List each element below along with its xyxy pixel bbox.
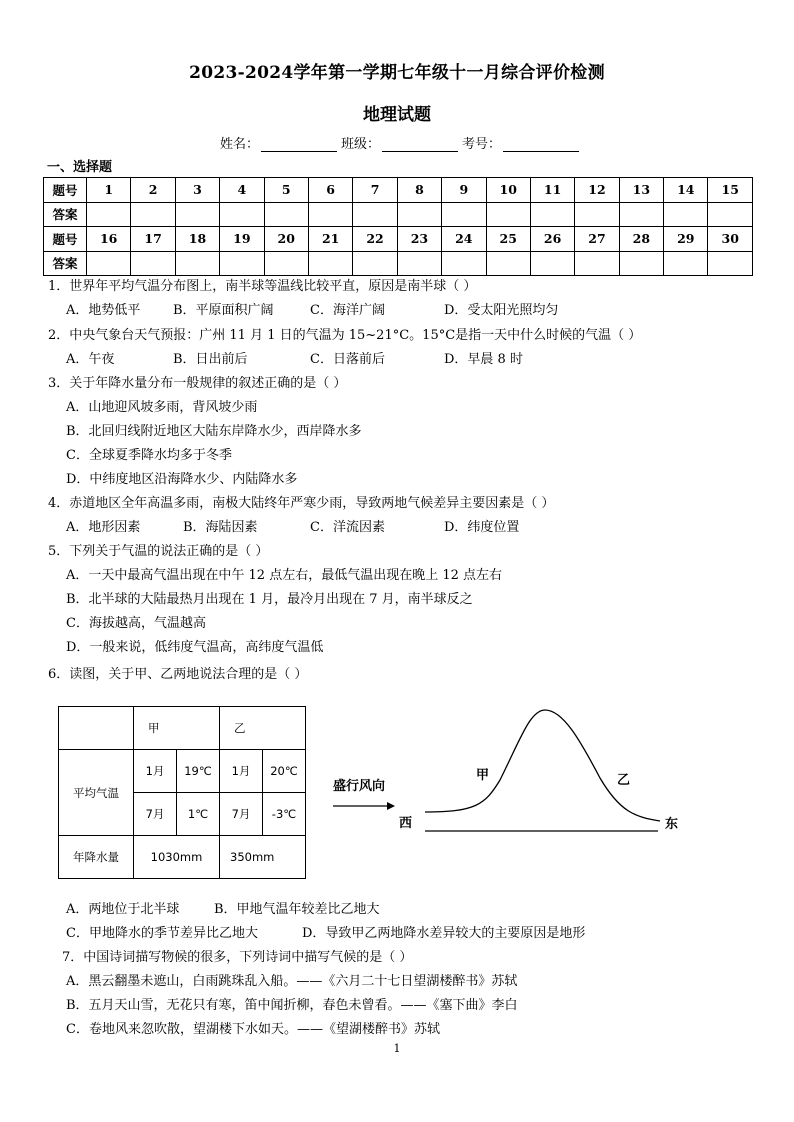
answer-cell[interactable] bbox=[664, 251, 708, 276]
question-number: 21 bbox=[308, 227, 352, 252]
answer-cell[interactable] bbox=[708, 202, 753, 227]
row-label: 题号 bbox=[44, 178, 87, 203]
answer-cell[interactable] bbox=[220, 251, 264, 276]
answer-cell[interactable] bbox=[397, 251, 441, 276]
answer-cell[interactable] bbox=[619, 251, 663, 276]
option[interactable]: A．一天中最高气温出现在中午 12 点左右，最低气温出现在晚上 12 点左右 bbox=[66, 568, 503, 583]
question-2-stem: 2．中央气象台天气预报：广州 11 月 1 日的气温为 15~21°C。15°C是指一天中什么时候的气温（ ） bbox=[48, 328, 642, 343]
option[interactable]: B．平原面积广阔 bbox=[173, 303, 274, 318]
answer-cell[interactable] bbox=[486, 251, 530, 276]
temp-label: 平均气温 bbox=[59, 750, 134, 836]
answer-cell[interactable] bbox=[353, 251, 397, 276]
question-1-options bbox=[66, 303, 558, 319]
question-number: 15 bbox=[708, 178, 753, 203]
option[interactable]: D．中纬度地区沿海降水少、内陆降水多 bbox=[66, 472, 298, 487]
answer-cell[interactable] bbox=[530, 202, 574, 227]
question-number: 13 bbox=[619, 178, 663, 203]
page-title: 2023-2024学年第一学期七年级十一月综合评价检测 bbox=[189, 63, 605, 83]
place-yi-label: 乙 bbox=[617, 773, 631, 788]
question-number: 19 bbox=[220, 227, 264, 252]
option[interactable]: D．纬度位置 bbox=[444, 520, 520, 535]
answer-cell[interactable] bbox=[442, 202, 486, 227]
west-label: 西 bbox=[399, 816, 413, 831]
answer-table-row bbox=[44, 178, 753, 203]
option[interactable]: B．五月天山雪，无花只有寒，笛中闻折柳，春色未曾看。——《塞下曲》李白 bbox=[66, 998, 518, 1013]
answer-cell[interactable] bbox=[264, 202, 308, 227]
answer-cell[interactable] bbox=[708, 251, 753, 276]
answer-cell[interactable] bbox=[486, 202, 530, 227]
option[interactable]: D．一般来说，低纬度气温高，高纬度气温低 bbox=[66, 640, 324, 655]
exam-no-label: 考号： bbox=[462, 137, 502, 152]
question-number: 17 bbox=[131, 227, 175, 252]
question-number: 1 bbox=[87, 178, 131, 203]
question-number: 6 bbox=[308, 178, 352, 203]
answer-cell[interactable] bbox=[619, 202, 663, 227]
answer-cell[interactable] bbox=[175, 202, 219, 227]
question-number: 9 bbox=[442, 178, 486, 203]
answer-table bbox=[43, 177, 753, 276]
question-number: 16 bbox=[87, 227, 131, 252]
question-number: 23 bbox=[397, 227, 441, 252]
yi-jan-temp: 20℃ bbox=[263, 750, 306, 793]
question-number: 5 bbox=[264, 178, 308, 203]
question-number: 3 bbox=[175, 178, 219, 203]
option[interactable]: C．洋流因素 bbox=[310, 520, 385, 535]
option[interactable]: C．卷地风来忽吹散，望湖楼下水如天。——《望湖楼醉书》苏轼 bbox=[66, 1022, 440, 1037]
yi-precip: 350mm bbox=[220, 836, 306, 879]
month-label: 1月 bbox=[134, 750, 177, 793]
question-number: 4 bbox=[220, 178, 264, 203]
answer-cell[interactable] bbox=[575, 202, 619, 227]
option[interactable]: B．甲地气温年较差比乙地大 bbox=[214, 902, 380, 917]
question-number: 25 bbox=[486, 227, 530, 252]
answer-cell[interactable] bbox=[175, 251, 219, 276]
question-6-options-row2 bbox=[66, 926, 585, 942]
jia-precip: 1030mm bbox=[134, 836, 220, 879]
question-3-stem: 3．关于年降水量分布一般规律的叙述正确的是（ ） bbox=[48, 376, 347, 391]
answer-cell[interactable] bbox=[264, 251, 308, 276]
question-1-stem: 1．世界年平均气温分布图上，南半球等温线比较平直，原因是南半球（ ） bbox=[48, 279, 477, 294]
section-title: 一、选择题 bbox=[47, 160, 113, 175]
option[interactable]: A．地形因素 bbox=[66, 520, 141, 535]
answer-cell[interactable] bbox=[131, 202, 175, 227]
jia-jan-temp: 19℃ bbox=[177, 750, 220, 793]
question-number: 7 bbox=[353, 178, 397, 203]
option[interactable]: A．地势低平 bbox=[66, 303, 141, 318]
question-number: 18 bbox=[175, 227, 219, 252]
place-jia-label: 甲 bbox=[476, 768, 490, 783]
mountain-profile-curve bbox=[425, 710, 660, 821]
exam-no-field[interactable] bbox=[503, 137, 579, 152]
option[interactable]: B．海陆因素 bbox=[183, 520, 258, 535]
question-number: 26 bbox=[530, 227, 574, 252]
option[interactable]: C．日落前后 bbox=[310, 352, 385, 367]
question-7-stem: 7．中国诗词描写物候的很多，下列诗词中描写气候的是（ ） bbox=[62, 950, 413, 965]
page-number: 1 bbox=[393, 1042, 401, 1055]
answer-cell[interactable] bbox=[442, 251, 486, 276]
student-info bbox=[220, 133, 583, 152]
answer-cell[interactable] bbox=[397, 202, 441, 227]
question-6-options-row1 bbox=[66, 902, 380, 918]
jia-jul-temp: 1℃ bbox=[177, 793, 220, 836]
question-number: 14 bbox=[664, 178, 708, 203]
question-number: 30 bbox=[708, 227, 753, 252]
place-yi-header: 乙 bbox=[220, 707, 306, 750]
question-5-stem: 5．下列关于气温的说法正确的是（ ） bbox=[48, 544, 269, 559]
option[interactable]: A．两地位于北半球 bbox=[66, 902, 180, 917]
mountain-profile-figure bbox=[325, 700, 705, 840]
option[interactable]: B．日出前后 bbox=[173, 352, 248, 367]
answer-cell[interactable] bbox=[530, 251, 574, 276]
month-label: 7月 bbox=[134, 793, 177, 836]
option[interactable]: D．早晨 8 时 bbox=[444, 352, 523, 367]
row-label: 答案 bbox=[44, 251, 87, 276]
yi-jul-temp: -3℃ bbox=[263, 793, 306, 836]
east-label: 东 bbox=[665, 817, 679, 832]
answer-cell[interactable] bbox=[575, 251, 619, 276]
option[interactable]: C．甲地降水的季节差异比乙地大 bbox=[66, 926, 258, 941]
question-4-options bbox=[66, 520, 519, 536]
answer-table-row bbox=[44, 202, 753, 227]
answer-cell[interactable] bbox=[308, 251, 352, 276]
name-label: 姓名： bbox=[220, 137, 260, 152]
page-subtitle: 地理试题 bbox=[363, 105, 431, 125]
question-number: 29 bbox=[664, 227, 708, 252]
name-field[interactable] bbox=[261, 137, 337, 152]
answer-cell[interactable] bbox=[664, 202, 708, 227]
question-number: 11 bbox=[530, 178, 574, 203]
question-number: 10 bbox=[486, 178, 530, 203]
question-4-stem: 4．赤道地区全年高温多雨，南极大陆终年严寒少雨，导致两地气候差异主要因素是（ ） bbox=[48, 496, 555, 511]
row-label: 答案 bbox=[44, 202, 87, 227]
place-jia-header: 甲 bbox=[134, 707, 220, 750]
wind-direction-label: 盛行风向 bbox=[333, 779, 386, 794]
question-number: 8 bbox=[397, 178, 441, 203]
answer-cell[interactable] bbox=[87, 202, 131, 227]
option[interactable]: B．北回归线附近地区大陆东岸降水少，西岸降水多 bbox=[66, 424, 362, 439]
climate-data-table bbox=[58, 706, 306, 879]
question-2-options bbox=[66, 352, 523, 368]
option[interactable]: B．北半球的大陆最热月出现在 1 月，最冷月出现在 7 月，南半球反之 bbox=[66, 592, 473, 607]
option[interactable]: A．黑云翻墨未遮山，白雨跳珠乱入船。——《六月二十七日望湖楼醉书》苏轼 bbox=[66, 974, 518, 989]
row-label: 题号 bbox=[44, 227, 87, 252]
answer-cell[interactable] bbox=[308, 202, 352, 227]
precip-label: 年降水量 bbox=[59, 836, 134, 879]
month-label: 1月 bbox=[220, 750, 263, 793]
answer-cell[interactable] bbox=[87, 251, 131, 276]
wind-arrow-icon bbox=[387, 802, 395, 810]
option[interactable]: D．受太阳光照均匀 bbox=[444, 303, 559, 318]
question-number: 20 bbox=[264, 227, 308, 252]
question-number: 2 bbox=[131, 178, 175, 203]
option[interactable]: D．导致甲乙两地降水差异较大的主要原因是地形 bbox=[302, 926, 586, 941]
answer-table-row bbox=[44, 227, 753, 252]
option[interactable]: A．山地迎风坡多雨，背风坡少雨 bbox=[66, 400, 258, 415]
question-number: 12 bbox=[575, 178, 619, 203]
option[interactable]: A．午夜 bbox=[66, 352, 115, 367]
question-number: 24 bbox=[442, 227, 486, 252]
option[interactable]: C．全球夏季降水均多于冬季 bbox=[66, 448, 232, 463]
answer-table-row bbox=[44, 251, 753, 276]
option[interactable]: C．海洋广阔 bbox=[310, 303, 385, 318]
answer-cell[interactable] bbox=[131, 251, 175, 276]
answer-cell[interactable] bbox=[353, 202, 397, 227]
class-label: 班级： bbox=[341, 137, 381, 152]
question-6-stem: 6．读图，关于甲、乙两地说法合理的是（ ） bbox=[48, 667, 308, 682]
month-label: 7月 bbox=[220, 793, 263, 836]
class-field[interactable] bbox=[382, 137, 458, 152]
answer-cell[interactable] bbox=[220, 202, 264, 227]
option[interactable]: C．海拔越高，气温越高 bbox=[66, 616, 206, 631]
question-number: 22 bbox=[353, 227, 397, 252]
question-number: 28 bbox=[619, 227, 663, 252]
question-number: 27 bbox=[575, 227, 619, 252]
